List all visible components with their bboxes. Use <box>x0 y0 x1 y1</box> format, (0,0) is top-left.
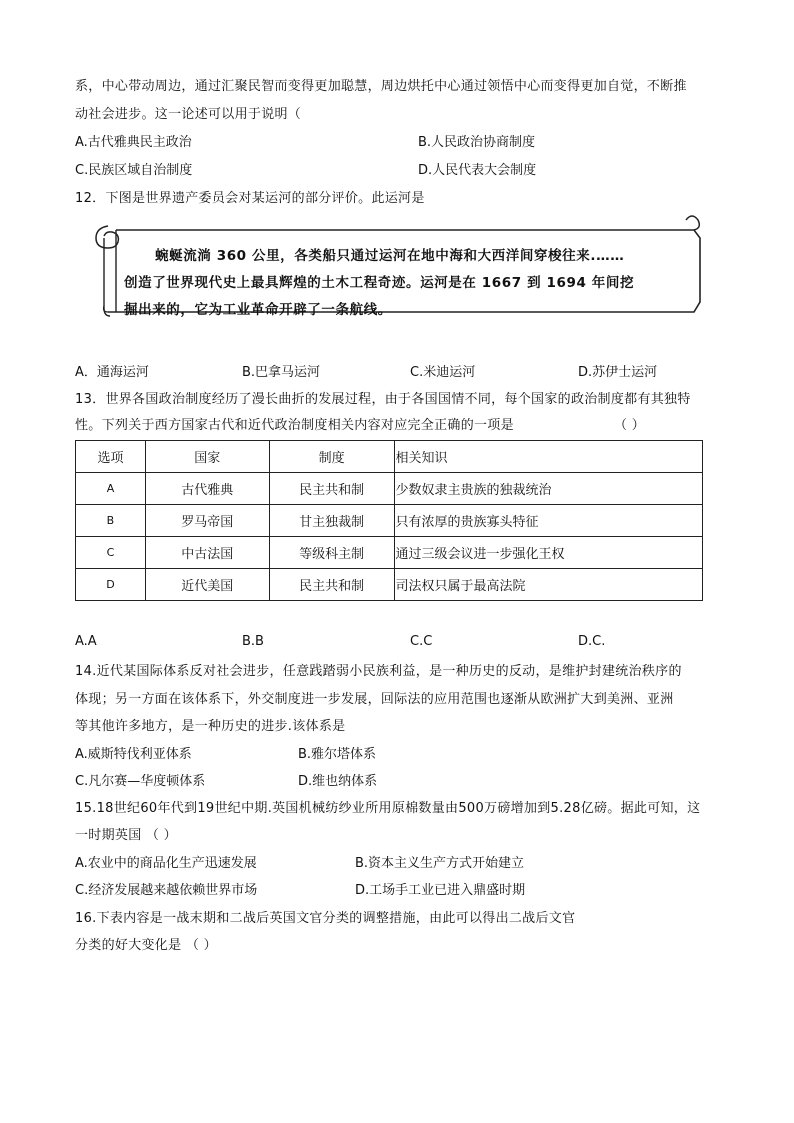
table-row <box>76 505 703 537</box>
q12-option-d: D.苏伊士运河 <box>578 365 658 380</box>
q13-stem-line2: 性。下列关于西方国家古代和近代政治制度相关内容对应完全正确的一项是 <box>75 418 514 433</box>
q14-line2: 体现；另一方面在该体系下，外交制度进一步发展，回际法的应用范围也逐渐从欧洲扩大到美洲、亚洲 <box>75 692 674 707</box>
q12-scroll-line2: 创造了世界现代史上最具辉煌的土木工程奇迹。运河是在 1667 到 1694 年间挖 <box>124 275 635 291</box>
q14-line1: 14.近代某国际体系反对社会进步，任意践踏弱小民族利益，是一种历史的反动，是维护封建统治秩序的 <box>75 664 682 679</box>
q15-option-d: D.工场手工业已进入鼎盛时期 <box>355 883 526 898</box>
header-cell: 选项 <box>76 441 146 473</box>
table-cell: 民主共和制 <box>269 473 394 505</box>
table-row <box>76 537 703 569</box>
table-row <box>76 569 703 601</box>
table-row <box>76 473 703 505</box>
header-cell: 相关知识 <box>394 441 703 473</box>
q15-line2: 一时期英国 （ ） <box>75 828 177 843</box>
q12-scroll-line1: 蜿蜒流淌 360 公里，各类船只通过运河在地中海和大西洋间穿梭往来.…… <box>155 248 625 264</box>
table-header-row <box>76 441 703 473</box>
q12-option-b: B.巴拿马运河 <box>242 365 321 380</box>
q11-text-line1: 系，中心带动周边，通过汇聚民智而变得更加聪慧，周边烘托中心通过领悟中心而变得更加自觉，不断推 <box>75 79 687 94</box>
q15-option-b: B.资本主义生产方式开始建立 <box>355 856 525 871</box>
table-cell: 民主共和制 <box>269 569 394 601</box>
table-cell: 古代雅典 <box>145 473 269 505</box>
q14-option-a: A.威斯特伐利亚体系 <box>75 747 192 762</box>
q12-option-a: A．通海运河 <box>75 365 149 380</box>
q14-option-b: B.雅尔塔体系 <box>298 747 377 762</box>
table-cell: 少数奴隶主贵族的独裁统治 <box>394 473 703 505</box>
q12-stem: 12．下图是世界遗产委员会对某运河的部分评价。此运河是 <box>75 191 425 206</box>
q13-table <box>75 440 703 601</box>
table-cell: A <box>76 473 146 505</box>
q11-option-b: B.人民政治协商制度 <box>418 135 536 150</box>
q13-option-b: B.B <box>242 634 264 649</box>
q14-option-c: C.凡尔赛—华度顿体系 <box>75 774 206 789</box>
table-cell: 等级科主制 <box>269 537 394 569</box>
q14-option-d: D.维也纳体系 <box>298 774 378 789</box>
q15-option-a: A.农业中的商品化生产迅速发展 <box>75 856 257 871</box>
table-cell: 中古法国 <box>145 537 269 569</box>
table-cell: 只有浓厚的贵族寡头特征 <box>394 505 703 537</box>
q11-text-line2: 动社会进步。这一论述可以用于说明（ <box>75 107 302 122</box>
q13-stem-line1: 13．世界各国政治制度经历了漫长曲折的发展过程，由于各国国情不同，每个国家的政治制度都有其独特 <box>75 392 691 407</box>
q11-option-a: A.古代雅典民主政治 <box>75 135 192 150</box>
table-cell: 通过三级会议进一步强化王权 <box>394 537 703 569</box>
q13-answer-paren: （ ） <box>614 418 646 433</box>
q14-line3: 等其他许多地方，是一种历史的进步.该体系是 <box>75 719 346 734</box>
table-cell: 甘主独裁制 <box>269 505 394 537</box>
header-cell: 制度 <box>269 441 394 473</box>
q16-line1: 16.下表内容是一战末期和二战后英国文官分类的调整措施，由此可以得出二战后文官 <box>75 911 576 926</box>
table-cell: 近代美国 <box>145 569 269 601</box>
q13-option-a: A.A <box>75 634 97 649</box>
q15-option-c: C.经济发展越来越依赖世界市场 <box>75 883 258 898</box>
table-cell: D <box>76 569 146 601</box>
table-cell: 罗马帝国 <box>145 505 269 537</box>
q12-scroll-line3: 掘出来的，它为工业革命开辟了一条航线。 <box>124 302 392 318</box>
q13-option-c: C.C <box>410 634 433 649</box>
header-cell: 国家 <box>145 441 269 473</box>
q11-option-c: C.民族区域自治制度 <box>75 163 193 178</box>
table-cell: 司法权只属于最高法院 <box>394 569 703 601</box>
q12-option-c: C.米迪运河 <box>410 365 476 380</box>
q11-option-d: D.人民代表大会制度 <box>418 163 537 178</box>
q13-option-d: D.C. <box>578 634 606 649</box>
table-cell: B <box>76 505 146 537</box>
q15-line1: 15.18世纪60年代到19世纪中期.英国机械纺纱业所用原棉数量由500万磅增加到5.28亿磅。据此可知，这 <box>75 801 701 816</box>
q16-line2: 分类的好大变化是 （ ） <box>75 938 217 953</box>
table-cell: C <box>76 537 146 569</box>
